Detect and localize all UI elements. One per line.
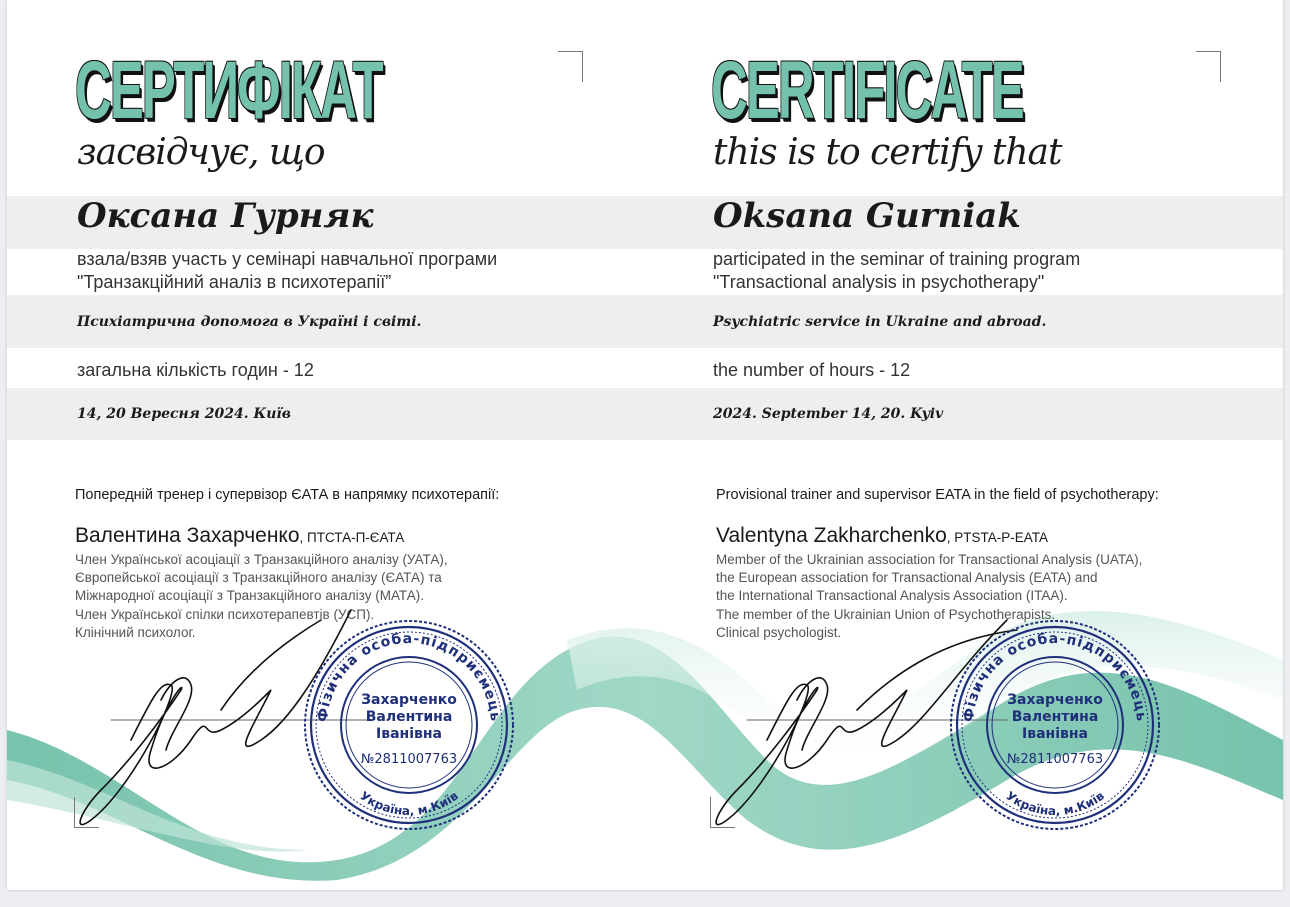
stamp-number: №2811007763 — [1006, 752, 1104, 767]
stamp-ring-text: Фізична особа-підприємець — [314, 630, 504, 723]
program-name: "Transactional analysis in psychotherapy" — [713, 272, 1045, 292]
stamp-surname: Захарченко — [1007, 692, 1103, 708]
stamp-bottom-text: Україна, м.Київ — [1003, 788, 1107, 819]
certificate-subtitle: this is to certify that — [713, 132, 1062, 173]
membership-line: Клінічний психолог. — [75, 624, 196, 640]
stamp-first-name: Валентина — [1011, 709, 1099, 725]
certificate-subtitle: засвідчує, що — [77, 132, 325, 173]
trainer-name — [75, 524, 404, 548]
hours-count: the number of hours - 12 — [713, 360, 911, 380]
membership-line: the European association for Transactional Analysis (EATA) and — [716, 570, 1098, 586]
membership-line: the International Transactional Analysis Association (ITAA). — [716, 588, 1068, 604]
membership-line: Member of the Ukrainian association for Transactional Analysis (UATA), — [716, 552, 1143, 567]
membership-line: Clinical psychologist. — [716, 624, 842, 640]
official-stamp-left — [302, 618, 516, 832]
stamp-patronymic: Іванівна — [1022, 726, 1088, 742]
seminar-topic: Psychiatric service in Ukraine and abroad. — [713, 314, 1047, 330]
trainer-credential: , ПТСТА-П-ЄАТА — [299, 530, 405, 545]
trainer-heading: Попередній тренер і супервізор ЄАТА в напрямку психотерапії: — [75, 487, 500, 503]
participation-line: взала/взяв участь у семінарі навчальної програми — [77, 249, 498, 269]
seminar-date: 2024. September 14, 20. Kyiv — [713, 406, 944, 422]
trainer-name-text: Валентина Захарченко — [75, 524, 300, 547]
membership-line: The member of the Ukrainian Union of Psychotherapists. — [716, 606, 1056, 622]
stamp-surname: Захарченко — [361, 692, 457, 708]
participant-name: Oksana Gurniak — [713, 196, 1021, 236]
trainer-name-text: Valentyna Zakharchenko — [716, 524, 947, 547]
seminar-topic: Психіатрична допомога в Україні і світі. — [77, 314, 422, 330]
stamp-ring-text: Фізична особа-підприємець — [960, 630, 1150, 723]
participation-text — [713, 248, 1080, 294]
official-stamp-right — [948, 618, 1162, 832]
certificate-sheet — [7, 0, 1283, 890]
stamp-bottom-text: Україна, м.Київ — [357, 788, 461, 819]
certificate-title: СЕРТИФІКАТ — [75, 45, 382, 136]
seminar-date: 14, 20 Вересня 2024. Київ — [77, 406, 291, 422]
participant-name: Оксана Гурняк — [77, 196, 374, 236]
stamp-patronymic: Іванівна — [376, 726, 442, 742]
membership-line: Європейської асоціації з Транзакційного аналізу (ЄАТА) та — [75, 570, 442, 586]
participation-line: participated in the seminar of training program — [713, 249, 1081, 269]
membership-line: Член Української асоціації з Транзакційного аналізу (УАТА), — [75, 552, 448, 567]
stamp-first-name: Валентина — [365, 709, 453, 725]
hours-count: загальна кількість годин - 12 — [77, 360, 314, 380]
membership-line: Член Української спілки психотерапевтів (УСП). — [75, 606, 375, 622]
trainer-heading: Provisional trainer and supervisor EATA in the field of psychotherapy: — [716, 487, 1159, 503]
membership-line: Міжнародної асоціації з Транзакційного аналізу (МАТА). — [75, 588, 424, 604]
trainer-credential: , PTSTA-P-EATA — [946, 530, 1049, 545]
participation-text — [77, 248, 497, 294]
certificate-title: CERTIFICATE — [711, 45, 1023, 136]
program-name: "Транзакційний аналіз в психотерапії” — [77, 272, 392, 292]
trainer-name — [716, 524, 1048, 548]
stamp-number: №2811007763 — [360, 752, 458, 767]
